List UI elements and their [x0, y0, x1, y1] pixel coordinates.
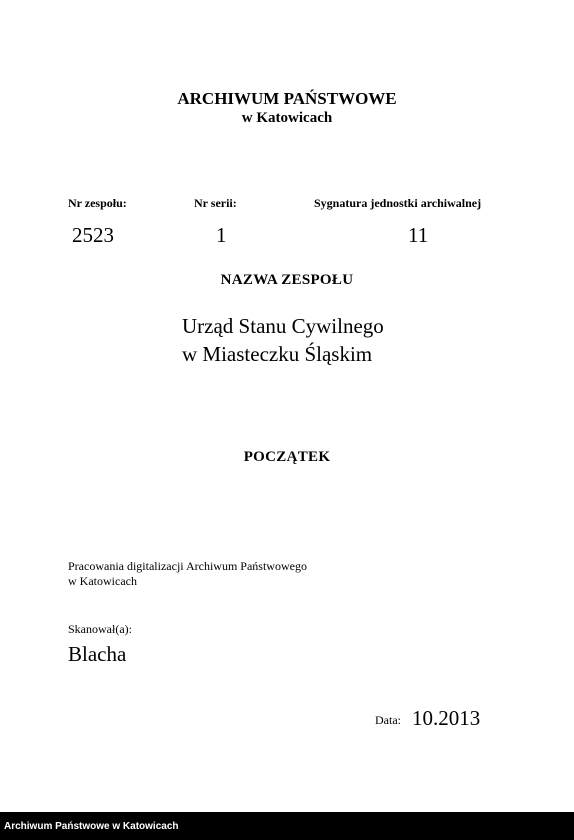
sygnatura-label: Sygnatura jednostki archiwalnej	[314, 196, 482, 210]
footer-text: Archiwum Państwowe w Katowicach	[4, 821, 179, 832]
scanned-by-value: Blacha	[68, 642, 127, 666]
section-heading: POCZĄTEK	[243, 449, 331, 465]
nazwa-zespolu-heading: NAZWA ZESPOŁU	[220, 272, 354, 288]
nr-zespolu-value: 2523	[72, 223, 114, 247]
date-label: Data:	[375, 713, 401, 727]
scanned-by-label: Skanował(a):	[68, 622, 132, 636]
footer-bar	[0, 812, 574, 840]
workshop-line1: Pracowania digitalizacji Archiwum Państwowego	[68, 559, 307, 573]
workshop-line2: w Katowicach	[68, 574, 137, 588]
nr-zespolu-label: Nr zespołu:	[68, 196, 127, 210]
nazwa-zespolu-line1: Urząd Stanu Cywilnego	[182, 314, 384, 338]
archive-title: ARCHIWUM PAŃSTWOWE	[177, 89, 397, 108]
nr-serii-value: 1	[216, 223, 227, 247]
nazwa-zespolu-line2: w Miasteczku Śląskim	[182, 342, 373, 366]
nr-serii-label: Nr serii:	[194, 196, 237, 210]
archive-city: w Katowicach	[241, 110, 333, 126]
sygnatura-value: 11	[408, 223, 429, 247]
date-value: 10.2013	[412, 706, 481, 730]
